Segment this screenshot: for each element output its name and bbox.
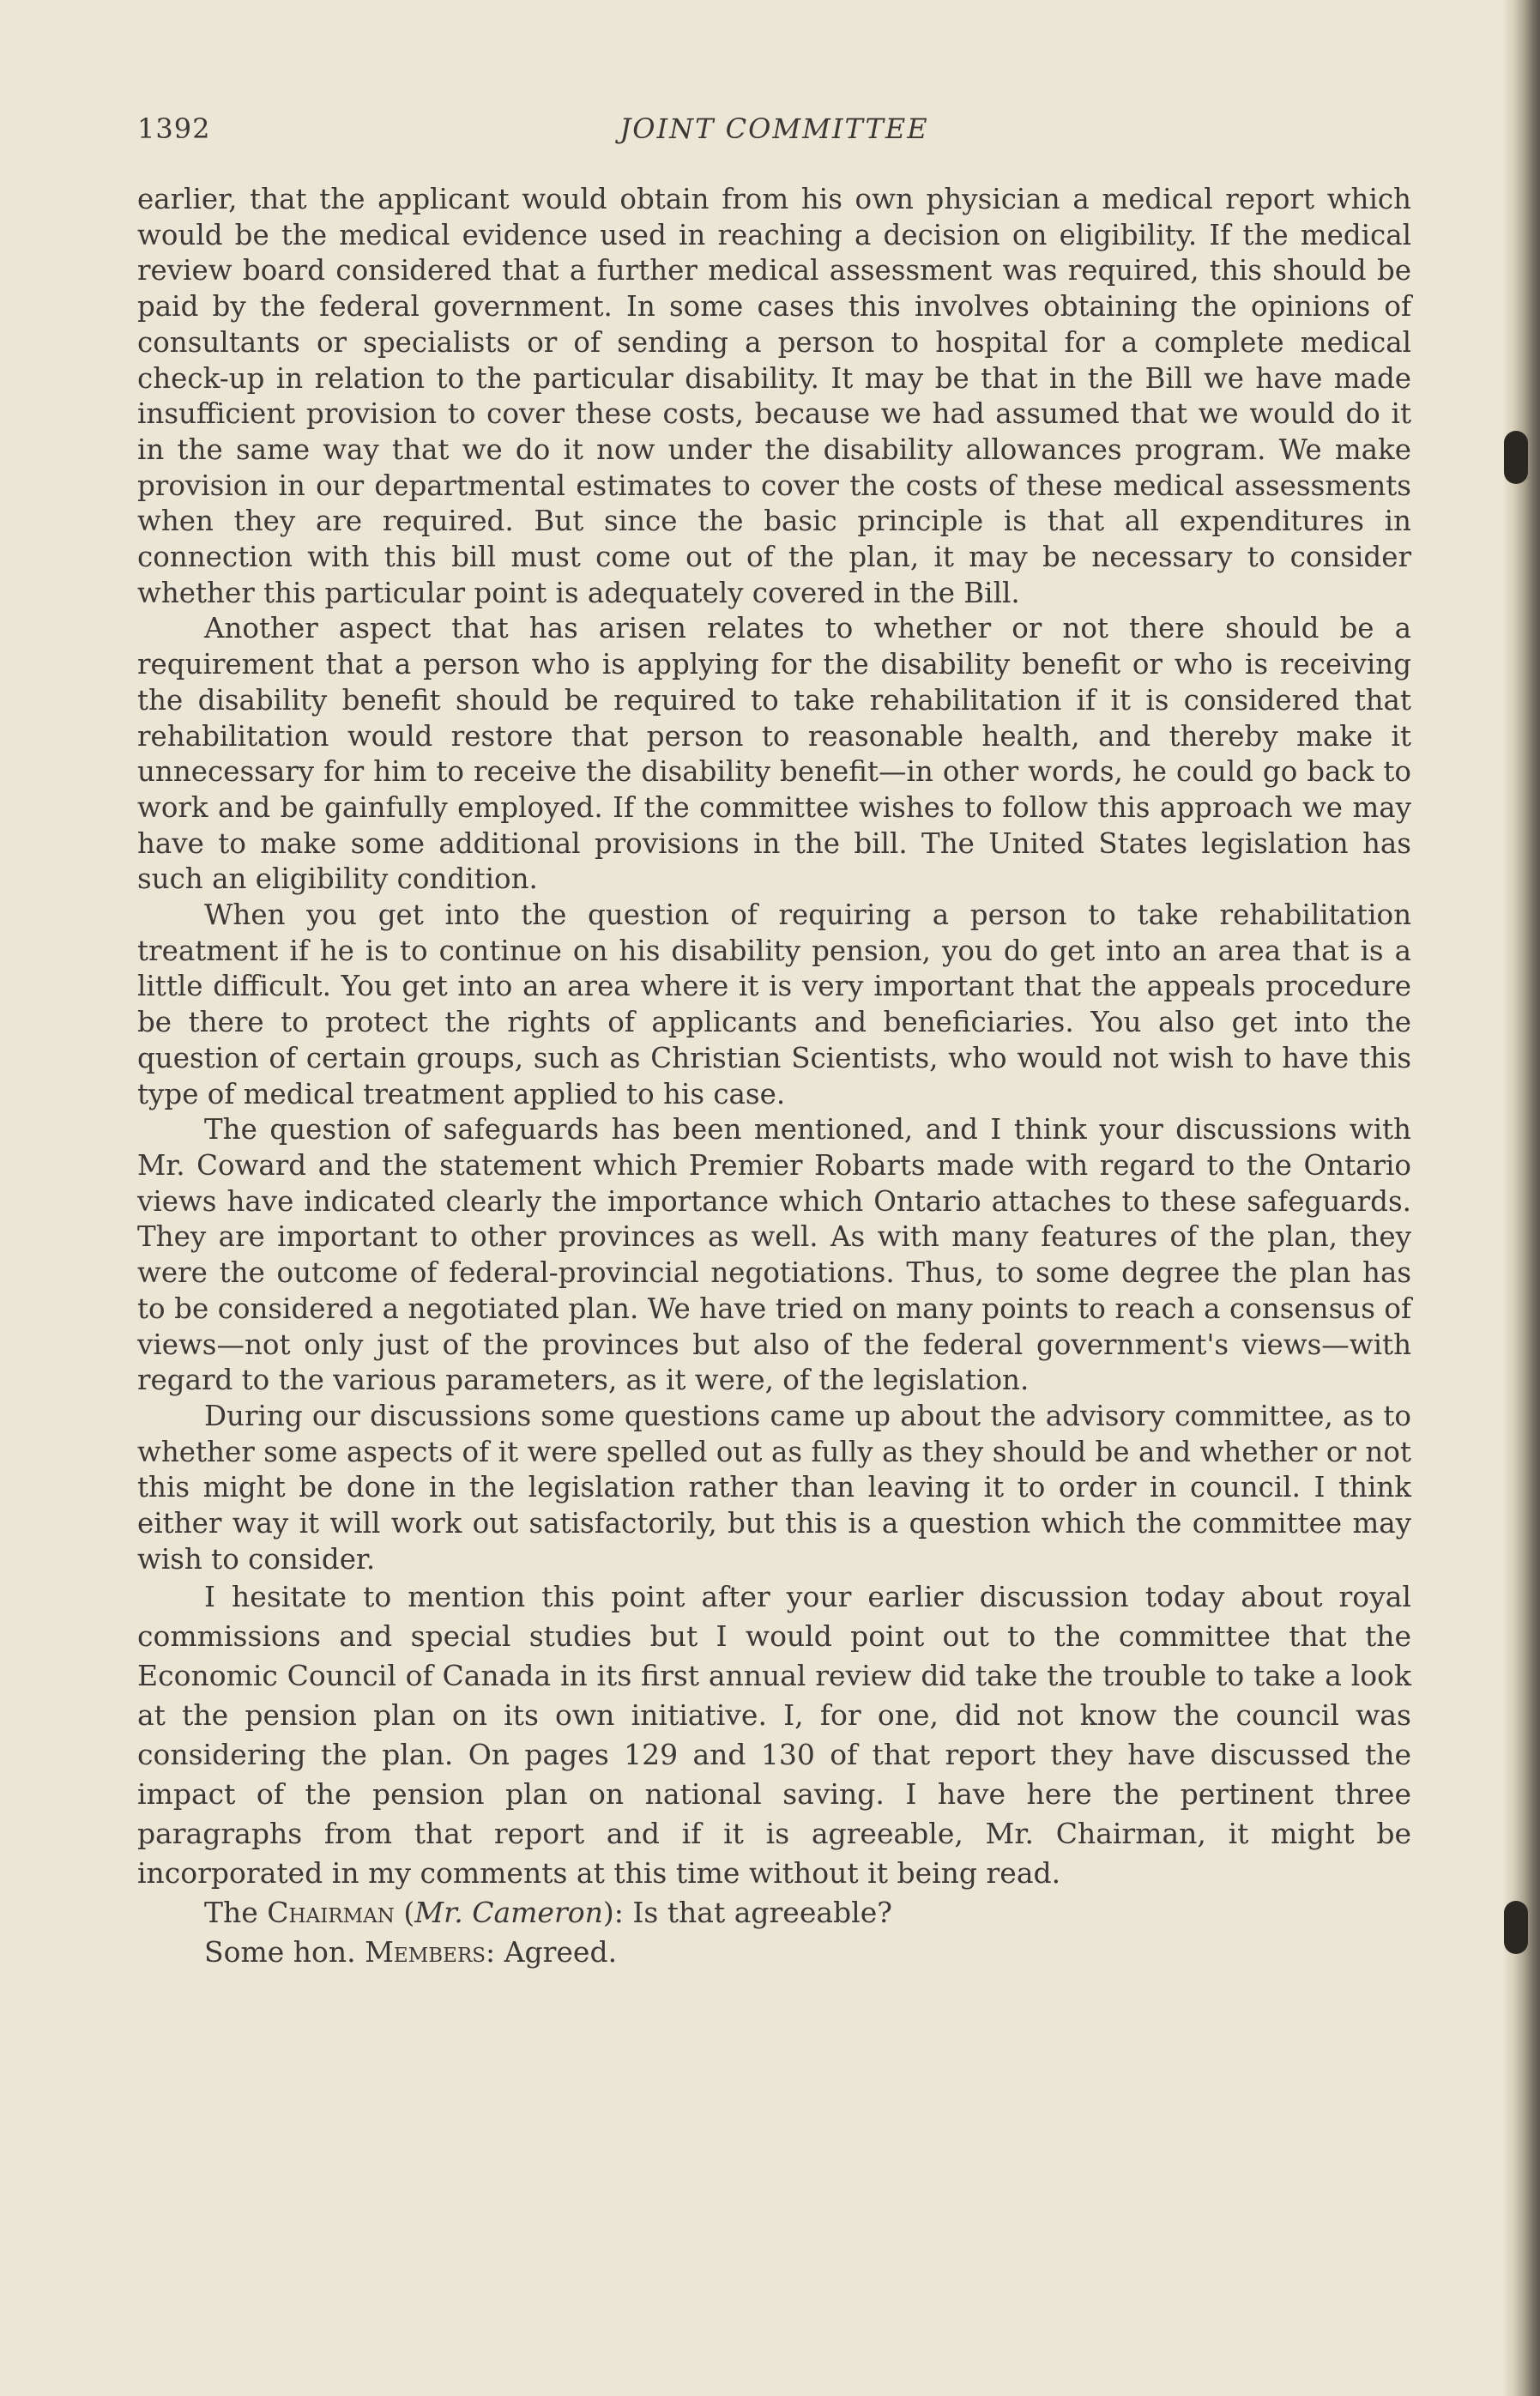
paragraph: When you get into the question of requiring a person to take rehabilitation treatment if he is to continue on his disability pension, you do get into an area that is a little difficult. You get into an area where it is very important that the appeals procedure be there to protect the rights of applicants and beneficiaries. You also get into the question of certain groups, such as Christian Scientists, who would not wish to have this type of medical treatment applied to his case. (137, 898, 1411, 1110)
paragraph: I hesitate to mention this point after your earlier discussion today about royal commissions and special studies but I would point out to the committee that the Economic Council of Canada in its first annual review did take the trouble to take a look at the pension plan on its own initiative. I, for one, did not know the council was considering the plan. On pages 129 and 130 of that report they have discussed the impact of the pension plan on national saving. I have here the pertinent three paragraphs from that report and if it is agreeable, Mr. Chairman, it might be incorporated in my comments at this time without it being read. (137, 1580, 1411, 1891)
chairman-name: Mr. Cameron (414, 1896, 603, 1930)
chairman-open: ( (394, 1896, 415, 1930)
chairman-speech (137, 1893, 1411, 1933)
members-text: Agreed. (504, 1935, 618, 1969)
paragraph: During our discussions some questions came up about the advisory committee, as to whether some aspects of it were spelled out as fully as they should be and whether or not this might be done in the legislation rather than leaving it to order in council. I think either way it will work out satisfactorily, but this is a question which the committee may wish to consider. (137, 1399, 1411, 1576)
paragraph: earlier, that the applicant would obtain from his own physician a medical report which would be the medical evidence used in reaching a decision on eligibility. If the medical review board considered that a further medical assessment was required, this should be paid by the federal government. In some cases this involves obtaining the opinions of consultants or specialists or of sending a person to hospital for a complete medical check-up in relation to the particular disability. It may be that in the Bill we have made insufficient provision to cover these costs, because we had assumed that we would do it in the same way that we do it now under the disability allowances program. We make provision in our departmental estimates to cover the costs of these medical assessments when they are required. But since the basic principle is that all expenditures in connection with this bill must come out of the plan, it may be necessary to consider whether this particular point is adequately covered in the Bill. (137, 183, 1411, 609)
page-header (137, 110, 1411, 148)
running-head: JOINT COMMITTEE (619, 112, 929, 145)
page-edge-shadow (1502, 0, 1540, 2396)
body-text (137, 182, 1411, 1972)
chairman-title: Chairman (267, 1896, 395, 1930)
members-response (137, 1933, 1411, 1972)
chairman-text: Is that agreeable? (632, 1896, 892, 1930)
binding-hole (1504, 431, 1528, 484)
paragraph: The question of safeguards has been mentioned, and I think your discussions with Mr. Coward and the statement which Premier Robarts made with regard to the Ontario views have indicated clearly the importance which Ontario attaches to these safeguards. They are important to other provinces as well. As with many features of the plan, they were the outcome of federal-provincial negotiations. Thus, to some degree the plan has to be considered a negotiated plan. We have tried on many points to reach a consensus of views—not only just of the provinces but also of the federal government's views—with regard to the various parameters, as it were, of the legislation. (137, 1113, 1411, 1397)
members-colon: : (486, 1935, 504, 1969)
page-number: 1392 (137, 112, 211, 145)
members-prefix: Some hon. (204, 1935, 365, 1969)
chairman-close: ): (602, 1896, 633, 1930)
chairman-prefix: The (204, 1896, 268, 1930)
members-title: Members (365, 1935, 486, 1969)
paragraph: Another aspect that has arisen relates to whether or not there should be a requirement that a person who is applying for the disability benefit or who is receiving the disability benefit should be required to take rehabilitation if it is considered that rehabilitation would restore that person to reasonable health, and thereby make it unnecessary for him to receive the disability benefit—in other words, he could go back to work and be gainfully employed. If the committee wishes to follow this approach we may have to make some additional provisions in the bill. The United States legislation has such an eligibility condition. (137, 612, 1411, 896)
binding-hole (1504, 1901, 1528, 1954)
